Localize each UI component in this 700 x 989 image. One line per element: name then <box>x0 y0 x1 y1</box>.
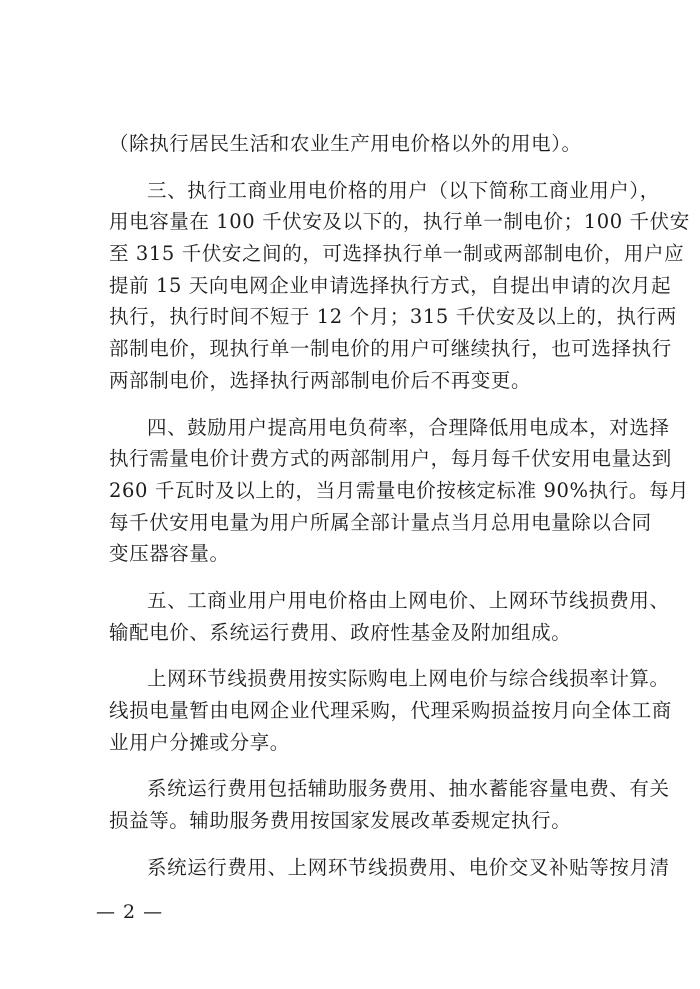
text-line: 执行需量电价计费方式的两部制用户，每月每千伏安用电量达到 <box>109 447 672 471</box>
paragraph-gap <box>109 758 609 773</box>
text-line: （除执行居民生活和农业生产用电价格以外的用电）。 <box>109 132 582 155</box>
paragraph <box>109 663 672 758</box>
text-line: 执行，执行时间不短于 12 个月；315 千伏安及以上的，执行两 <box>109 305 677 329</box>
text-line: 部制电价，现执行单一制电价的用户可继续执行，也可选择执行 <box>109 337 672 361</box>
text-line: 四、鼓励用户提高用电负荷率，合理降低用电成本，对选择 <box>147 415 670 439</box>
page-number: — 2 — <box>96 901 164 923</box>
paragraph <box>109 175 690 397</box>
paragraph <box>109 128 609 160</box>
text-line: 三、执行工商业用电价格的用户（以下简称工商业用户）， <box>147 178 660 202</box>
text-line: 提前 15 天向电网企业申请选择执行方式，自提出申请的次月起 <box>109 273 672 297</box>
text-line: 系统运行费用包括辅助服务费用、抽水蓄能容量电费、有关 <box>147 777 670 801</box>
paragraph <box>109 773 670 836</box>
paragraph-gap <box>109 648 609 663</box>
text-line: 上网环节线损费用按实际购电上网电价与综合线损率计算。 <box>147 667 670 691</box>
text-line: 260 千瓦时及以上的，当月需量电价按核定标准 90%执行。每月 <box>109 478 690 502</box>
text-line: 变压器容量。 <box>109 542 230 566</box>
text-line: 系统运行费用、上网环节线损费用、电价交叉补贴等按月清 <box>147 855 670 879</box>
paragraph-gap <box>109 837 609 852</box>
paragraph <box>109 852 670 884</box>
text-line: 每千伏安用电量为用户所属全部计量点当月总用电量除以合同 <box>109 510 652 534</box>
paragraph-gap <box>109 570 609 585</box>
text-line: 线损电量暂由电网企业代理采购，代理采购损益按月向全体工商 <box>109 699 672 722</box>
paragraph-gap <box>109 397 609 412</box>
text-line: 两部制电价，选择执行两部制电价后不再变更。 <box>109 368 532 392</box>
text-line: 输配电价、系统运行费用、政府性基金及附加组成。 <box>109 620 572 644</box>
paragraph-gap <box>109 160 609 175</box>
text-line: 用电容量在 100 千伏安及以下的，执行单一制电价；100 千伏安 <box>109 210 690 234</box>
document-body <box>109 128 690 883</box>
paragraph <box>109 412 690 570</box>
text-line: 至 315 千伏安之间的，可选择执行单一制或两部制电价，用户应 <box>109 242 685 266</box>
text-line: 损益等。辅助服务费用按国家发展改革委规定执行。 <box>109 809 572 833</box>
text-line: 五、工商业用户用电价格由上网电价、上网环节线损费用、 <box>147 588 670 612</box>
text-line: 业用户分摊或分享。 <box>109 730 290 754</box>
paragraph <box>109 585 670 648</box>
